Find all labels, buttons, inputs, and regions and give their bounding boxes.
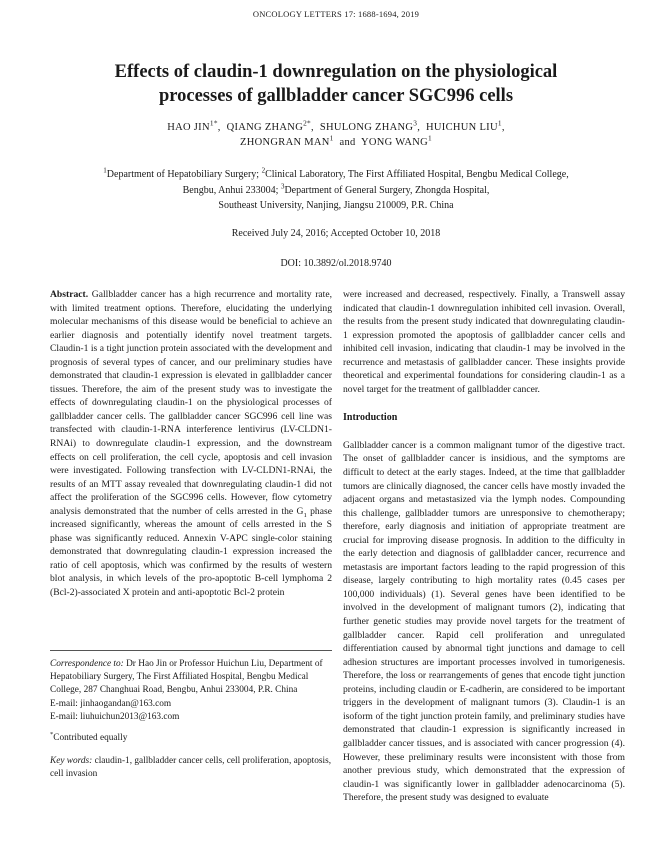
abstract-continued: were increased and decreased, respectively. Finally, a Transwell assay indicated that claudin-1 downregulation inhibited cell invasion. Overall, the results from the present study indicated that downregulating claudin-1 expression promoted the apoptosis of gallbladder cancer cells and inhibited cell invasion, indicating that claudin-1 may be involved in the recurrence and metastasis of gallbladder cancer. These insights provide theoretical and experimental foundations for considering claudin-1 as a novel target for the treatment of gallbladder cancer.	[343, 289, 625, 395]
abstract-paragraph	[50, 288, 332, 600]
author-line-2	[60, 135, 612, 150]
author-name: QIANG ZHANG	[226, 122, 304, 133]
affiliations	[80, 167, 592, 214]
author-separator: ,	[417, 122, 427, 133]
author-separator: ,	[217, 122, 227, 133]
author-separator: ,	[501, 122, 505, 133]
correspondence-text: Dr Hao Jin or Professor Huichun Liu, Department of Hepatobiliary Surgery, The First Affiliated Hospital, Bengbu Medical College, 287 Changhuai Road, Bengbu, Anhui 233004, P.R. China	[50, 659, 323, 696]
author-name: ZHONGRAN MAN	[240, 137, 330, 148]
left-column	[50, 288, 332, 600]
keywords-text: claudin-1, gallbladder cancer cells, cell proliferation, apoptosis, cell invasion	[50, 756, 332, 780]
doi[interactable]: DOI: 10.3892/ol.2018.9740	[280, 258, 392, 269]
contrib-mark: *	[50, 730, 54, 738]
keywords	[50, 755, 332, 781]
abstract-heading: Abstract.	[50, 289, 89, 300]
author-name: HUICHUN LIU	[426, 122, 498, 133]
author-affil-mark: 3	[413, 118, 418, 128]
email-2[interactable]: E-mail: liuhuichun2013@163.com	[50, 711, 180, 722]
abstract-subscript: 1	[303, 511, 307, 519]
author-line-1	[60, 120, 612, 135]
introduction-text: Gallbladder cancer is a common malignant tumor of the digestive tract. The onset of gallbladder cancer is insidious, and the symptoms are difficult to detect at the early stages. Indeed, at the time that gallbladder tumors are clinically diagnosed, the cancer cells have mostly invaded the adjacent organs and metastasized via the lymph nodes. Compounding this challenge, gallbladder tumors are unresponsive to chemotherapy; therefore, early diagnosis and initiation of appropriate treatment are crucial for improving disease prognosis. In addition to the difficulty in the early detection and diagnosis of gallbladder cancer, recurrence and metastasis are important factors leading to the rapid progression of this disease, largely contributing to high mortality rates (0.45 cases per 100,000 individuals) (1). Several genes have been identified to be involved in the development of malignant tumors (2), indicating that further genetic studies may provide novel targets for the treatment of gallbladder cancer. Rapid cell proliferation and unregulated differentiation caused by abnormal tight junctions and damage to cell adhesion structures are important processes involved in tumorigenesis. Therefore, the loss or rearrangements of genes that encode tight junction proteins, including claudin or E-cadherin, are considered to be important triggers in the development of malignant tumors (3). Claudin-1 is an isoform of the tight junction protein family, and preliminary studies have demonstrated that claudin-1 expression is significantly increased in gallbladder cancer tissues, and is associated with cancer progression (4). However, these preliminary results were inconsistent with those from another previous study, which demonstrated that the expression of claudin-1 was significantly lower in gallbladder adenocarcinoma (5). Therefore, the present study was designed to evaluate	[343, 439, 625, 804]
contributed-equally	[50, 732, 332, 745]
author-list	[60, 120, 612, 150]
keywords-label: Key words:	[50, 756, 93, 767]
author-affil-mark: 1	[427, 133, 432, 143]
title-line-1: Effects of claudin-1 downregulation on the physiological	[114, 62, 558, 82]
affil-text: Department of Hepatobiliary Surgery;	[106, 169, 262, 180]
correspondence	[50, 658, 332, 698]
author-separator: and	[333, 137, 362, 148]
abstract-text-cont: phase increased significantly, whereas the amount of cells arrested in the S phase was significantly reduced. Annexin V-APC single-color staining demonstrated that downregulating claudin-1 expression increased the ratio of cell apoptosis, which was confirmed by the results of western blot analysis, in which levels of the pro-apoptotic B-cell lymphoma 2 (Bcl-2)-associated X protein and anti-apoptotic Bcl-2 protein	[50, 505, 332, 599]
right-column	[343, 288, 625, 805]
author-name: SHULONG ZHANG	[319, 122, 414, 133]
author-affil-mark: 2*	[303, 118, 312, 128]
affil-text: Department of General Surgery, Zhongda Hospital,	[284, 184, 490, 196]
affiliation-line-2	[80, 183, 592, 199]
author-affil-mark: 1	[329, 133, 334, 143]
received-dates: Received July 24, 2016; Accepted October 10, 2018	[231, 228, 441, 239]
affil-mark: 1	[103, 166, 107, 175]
correspondence-label: Correspondence to:	[50, 659, 124, 669]
journal-header: ONCOLOGY LETTERS 17: 1688-1694, 2019	[252, 9, 420, 19]
affil-mark: 2	[261, 166, 266, 175]
affil-text: Clinical Laboratory, The First Affiliated Hospital, Bengbu Medical College,	[265, 169, 569, 180]
affil-mark: 3	[280, 182, 285, 191]
correspondence-footnote	[50, 658, 332, 782]
author-affil-mark: 1*	[209, 118, 218, 128]
contrib-text: Contributed equally	[53, 733, 128, 744]
affiliation-line-3: Southeast University, Nanjing, Jiangsu 210009, P.R. China	[218, 200, 454, 211]
author-affil-mark: 1	[497, 118, 502, 128]
author-separator: ,	[311, 122, 320, 133]
introduction-heading: Introduction	[343, 412, 398, 424]
author-name: HAO JIN	[167, 122, 210, 133]
affil-text: Bengbu, Anhui 233004;	[182, 184, 281, 196]
title-line-2: processes of gallbladder cancer SGC996 cells	[158, 86, 514, 106]
author-name: YONG WANG	[361, 137, 428, 148]
email-1[interactable]: E-mail: jinhaogandan@163.com	[50, 698, 172, 709]
footnote-rule	[50, 650, 332, 651]
affiliation-line-1	[80, 167, 592, 183]
abstract-text: Gallbladder cancer has a high recurrence and mortality rate, with limited treatment options. Therefore, elucidating the underlying molecular mechanisms of this disease would be beneficial to achieve an earlier diagnosis and potentially identify novel treatment targets. Claudin-1 is a tight junction protein associated with the development and prognosis of several types of cancer, and our preliminary studies have demonstrated that claudin-1 expression is elevated in gallbladder cancer tissues. Therefore, the aim of the present study was to investigate the effects of downregulating claudin-1 on the physiological processes of gallbladder cancer cells. The gallbladder cancer SGC996 cell line was transfected with claudin-1-RNA interference lentivirus (LV-CLDN1-RNAi) to downregulate claudin-1 expression, and the downstream effects on cell proliferation, the cell cycle, apoptosis and cell invasion were investigated. Following transfection with LV-CLDN1-RNAi, the results of an MTT assay revealed that downregulating claudin-1 did not affect the proliferation of the SGC996 cells. However, flow cytometry analysis demonstrated that the number of cells arrested in the G	[50, 289, 332, 517]
article-title	[40, 60, 632, 108]
